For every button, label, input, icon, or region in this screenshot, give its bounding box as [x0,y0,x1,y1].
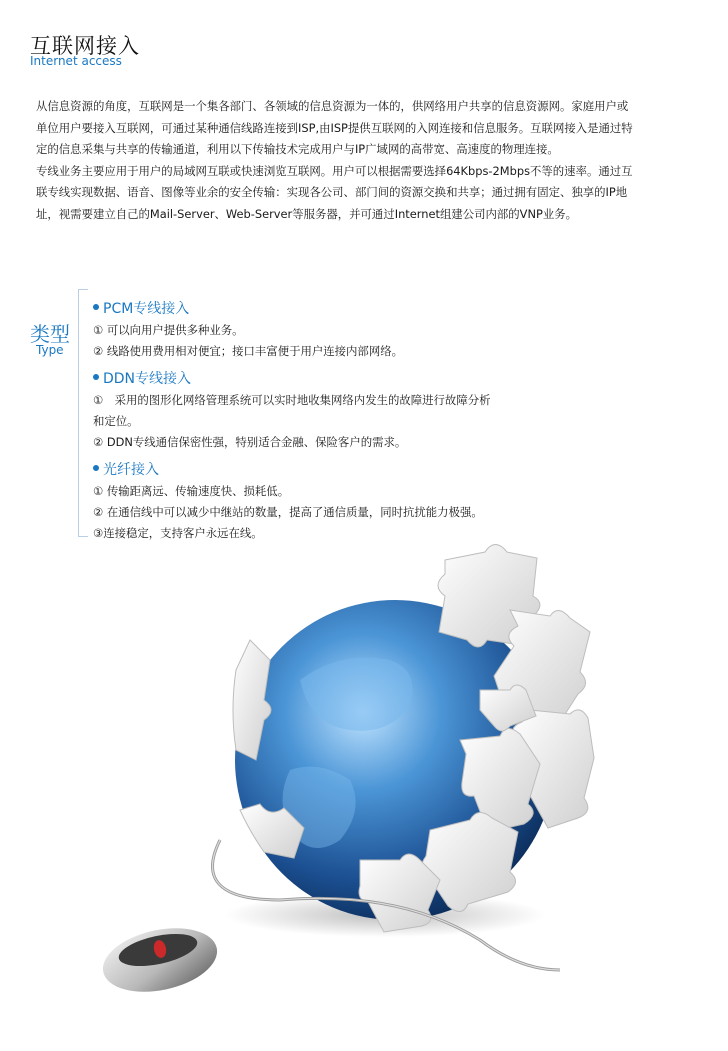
section-heading [93,368,533,390]
section-heading [93,459,533,481]
section-ddn [93,368,533,453]
bullet-icon [93,304,99,310]
bullet-icon [93,374,99,380]
globe-mouse-illustration [100,540,620,1010]
intro-text [36,96,636,225]
globe-puzzle-image [100,540,620,1010]
section-line: ② 在通信线中可以减少中继站的数量，提高了通信质量，同时抗扰能力极强。 [93,505,483,519]
page-subtitle: Internet access [30,54,122,68]
section-heading-text: DDN专线接入 [103,371,192,387]
section-line: ① 可以向用户提供多种业务。 [93,323,244,337]
page-title: 互联网接入 [30,34,140,58]
section-heading-text: PCM专线接入 [103,301,190,317]
type-label-cn: 类型 [30,322,70,346]
section-line: ② 线路使用费用相对便宜；接口丰富便于用户连接内部网络。 [93,344,403,358]
mouse-icon [100,919,223,1002]
section-heading-text: 光纤接入 [103,462,159,478]
access-types [93,298,533,550]
section-pcm [93,298,533,362]
section-bracket [78,289,93,537]
section-line: 和定位。 [93,414,139,428]
section-line: ② DDN专线通信保密性强，特别适合金融、保险客户的需求。 [93,435,407,449]
section-line: ③连接稳定，支持客户永远在线。 [93,526,263,540]
section-heading [93,298,533,320]
bullet-icon [93,465,99,471]
section-line: ① 传输距离远、传输速度快、损耗低。 [93,484,290,498]
intro-paragraph: 专线业务主要应用于用户的局域网互联或快速浏览互联网。用户可以根据需要选择64Kbps-2Mbps不等的速率。通过互联专线实现数据、语音、图像等业余的安全传输：实现各公司、部门间的资源交换和共享；通过拥有固定、独享的IP地址，视需要建立自己的Mail-Server、Web-Server等服务器，并可通过Internet组建公司内部的VNP业务。 [36,163,633,221]
intro-paragraph: 从信息资源的角度，互联网是一个集各部门、各领域的信息资源为一体的，供网络用户共享的信息资源网。家庭用户或单位用户要接入互联网，可通过某种通信线路连接到ISP,由ISP提供互联网的入网连接和信息服务。互联网接入是通过特定的信息采集与共享的传输通道，利用以下传输技术完成用户与IP广域网的高带宽、高速度的物理连接。 [36,99,633,156]
section-fiber [93,459,533,544]
section-line: ① 采用的图形化网络管理系统可以实时地收集网络内发生的故障进行故障分析 [93,393,491,407]
type-label-en: Type [36,343,64,357]
